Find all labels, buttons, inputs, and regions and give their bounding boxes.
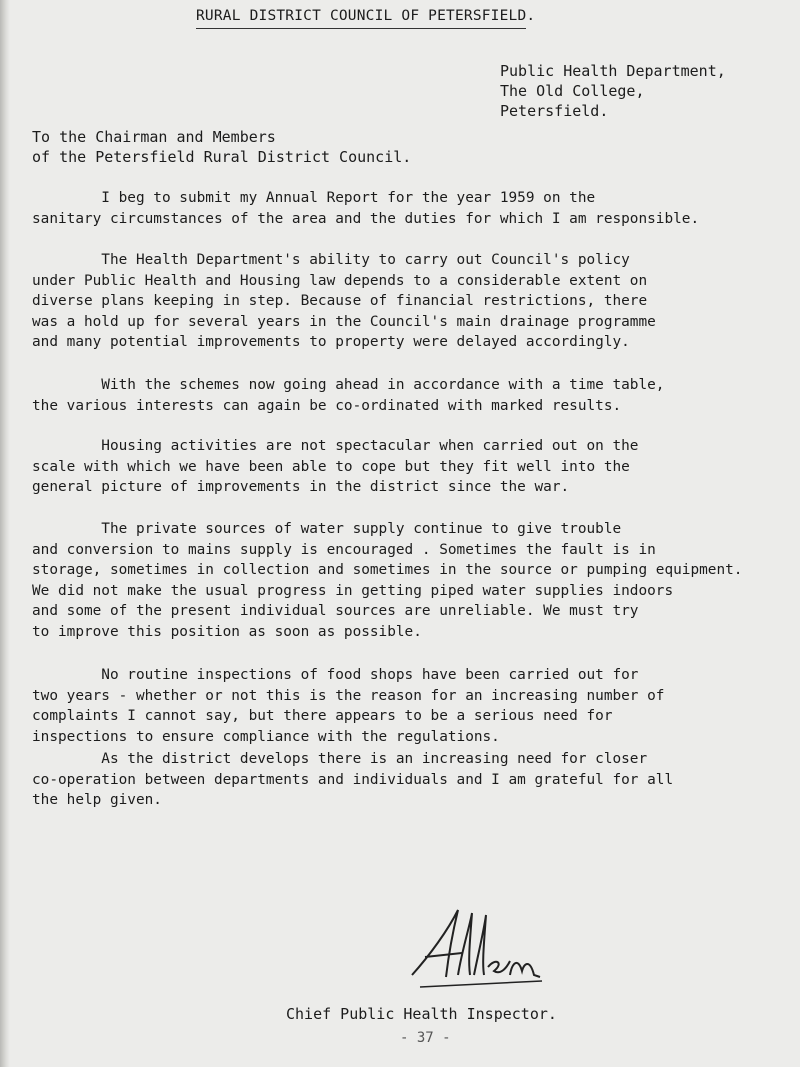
salutation-line-1: To the Chairman and Members [32, 128, 276, 146]
paragraph-policy: The Health Department's ability to carry out Council's policy under Public Health and Housing law depends to a considerable extent on diverse plans keeping in step. Because of financial restrictions, there was a hold up for several years in the Council's main drainage programme and many potential improvements to property were delayed accordingly. [32, 252, 656, 350]
paragraph-intro: I beg to submit my Annual Report for the year 1959 on the sanitary circumstances of the area and the duties for which I am responsible. [32, 190, 700, 227]
salutation-line-2: of the Petersfield Rural District Council. [32, 148, 412, 166]
address-town: Petersfield. [500, 102, 609, 120]
paragraph-schemes: With the schemes now going ahead in accordance with a time table, the various interests can again be co-ordinated with marked results. [32, 377, 665, 414]
handwritten-signature [400, 905, 550, 995]
page-number: - 37 - [400, 1030, 451, 1046]
address-department: Public Health Department, [500, 62, 726, 80]
paragraph-food-inspections: No routine inspections of food shops have been carried out for two years - whether or not this is the reason for an increasing number of complaints I cannot say, but there appears to be a serious need for inspections to ensure compliance with the regulations. [32, 667, 665, 745]
address-building: The Old College, [500, 82, 645, 100]
council-title: RURAL DISTRICT COUNCIL OF PETERSFIELD. [196, 8, 536, 24]
paragraph-water-supply: The private sources of water supply continue to give trouble and conversion to mains supply is encouraged . Sometimes the fault is in storage, sometimes in collection and sometimes in the source or pumping equipment. We did not make the usual progress in getting piped water supplies indoors and some of the present individual sources are unreliable. We must try to improve this position as soon as possible. [32, 521, 743, 640]
signatory-title: Chief Public Health Inspector. [286, 1005, 557, 1023]
paragraph-closing: As the district develops there is an increasing need for closer co-operation between departments and individuals and I am grateful for all the help given. [32, 751, 674, 808]
page-edge-shadow [0, 0, 10, 1067]
title-underline [196, 28, 526, 29]
paragraph-housing: Housing activities are not spectacular when carried out on the scale with which we have been able to cope but they fit well into the general picture of improvements in the district since the war. [32, 438, 639, 495]
